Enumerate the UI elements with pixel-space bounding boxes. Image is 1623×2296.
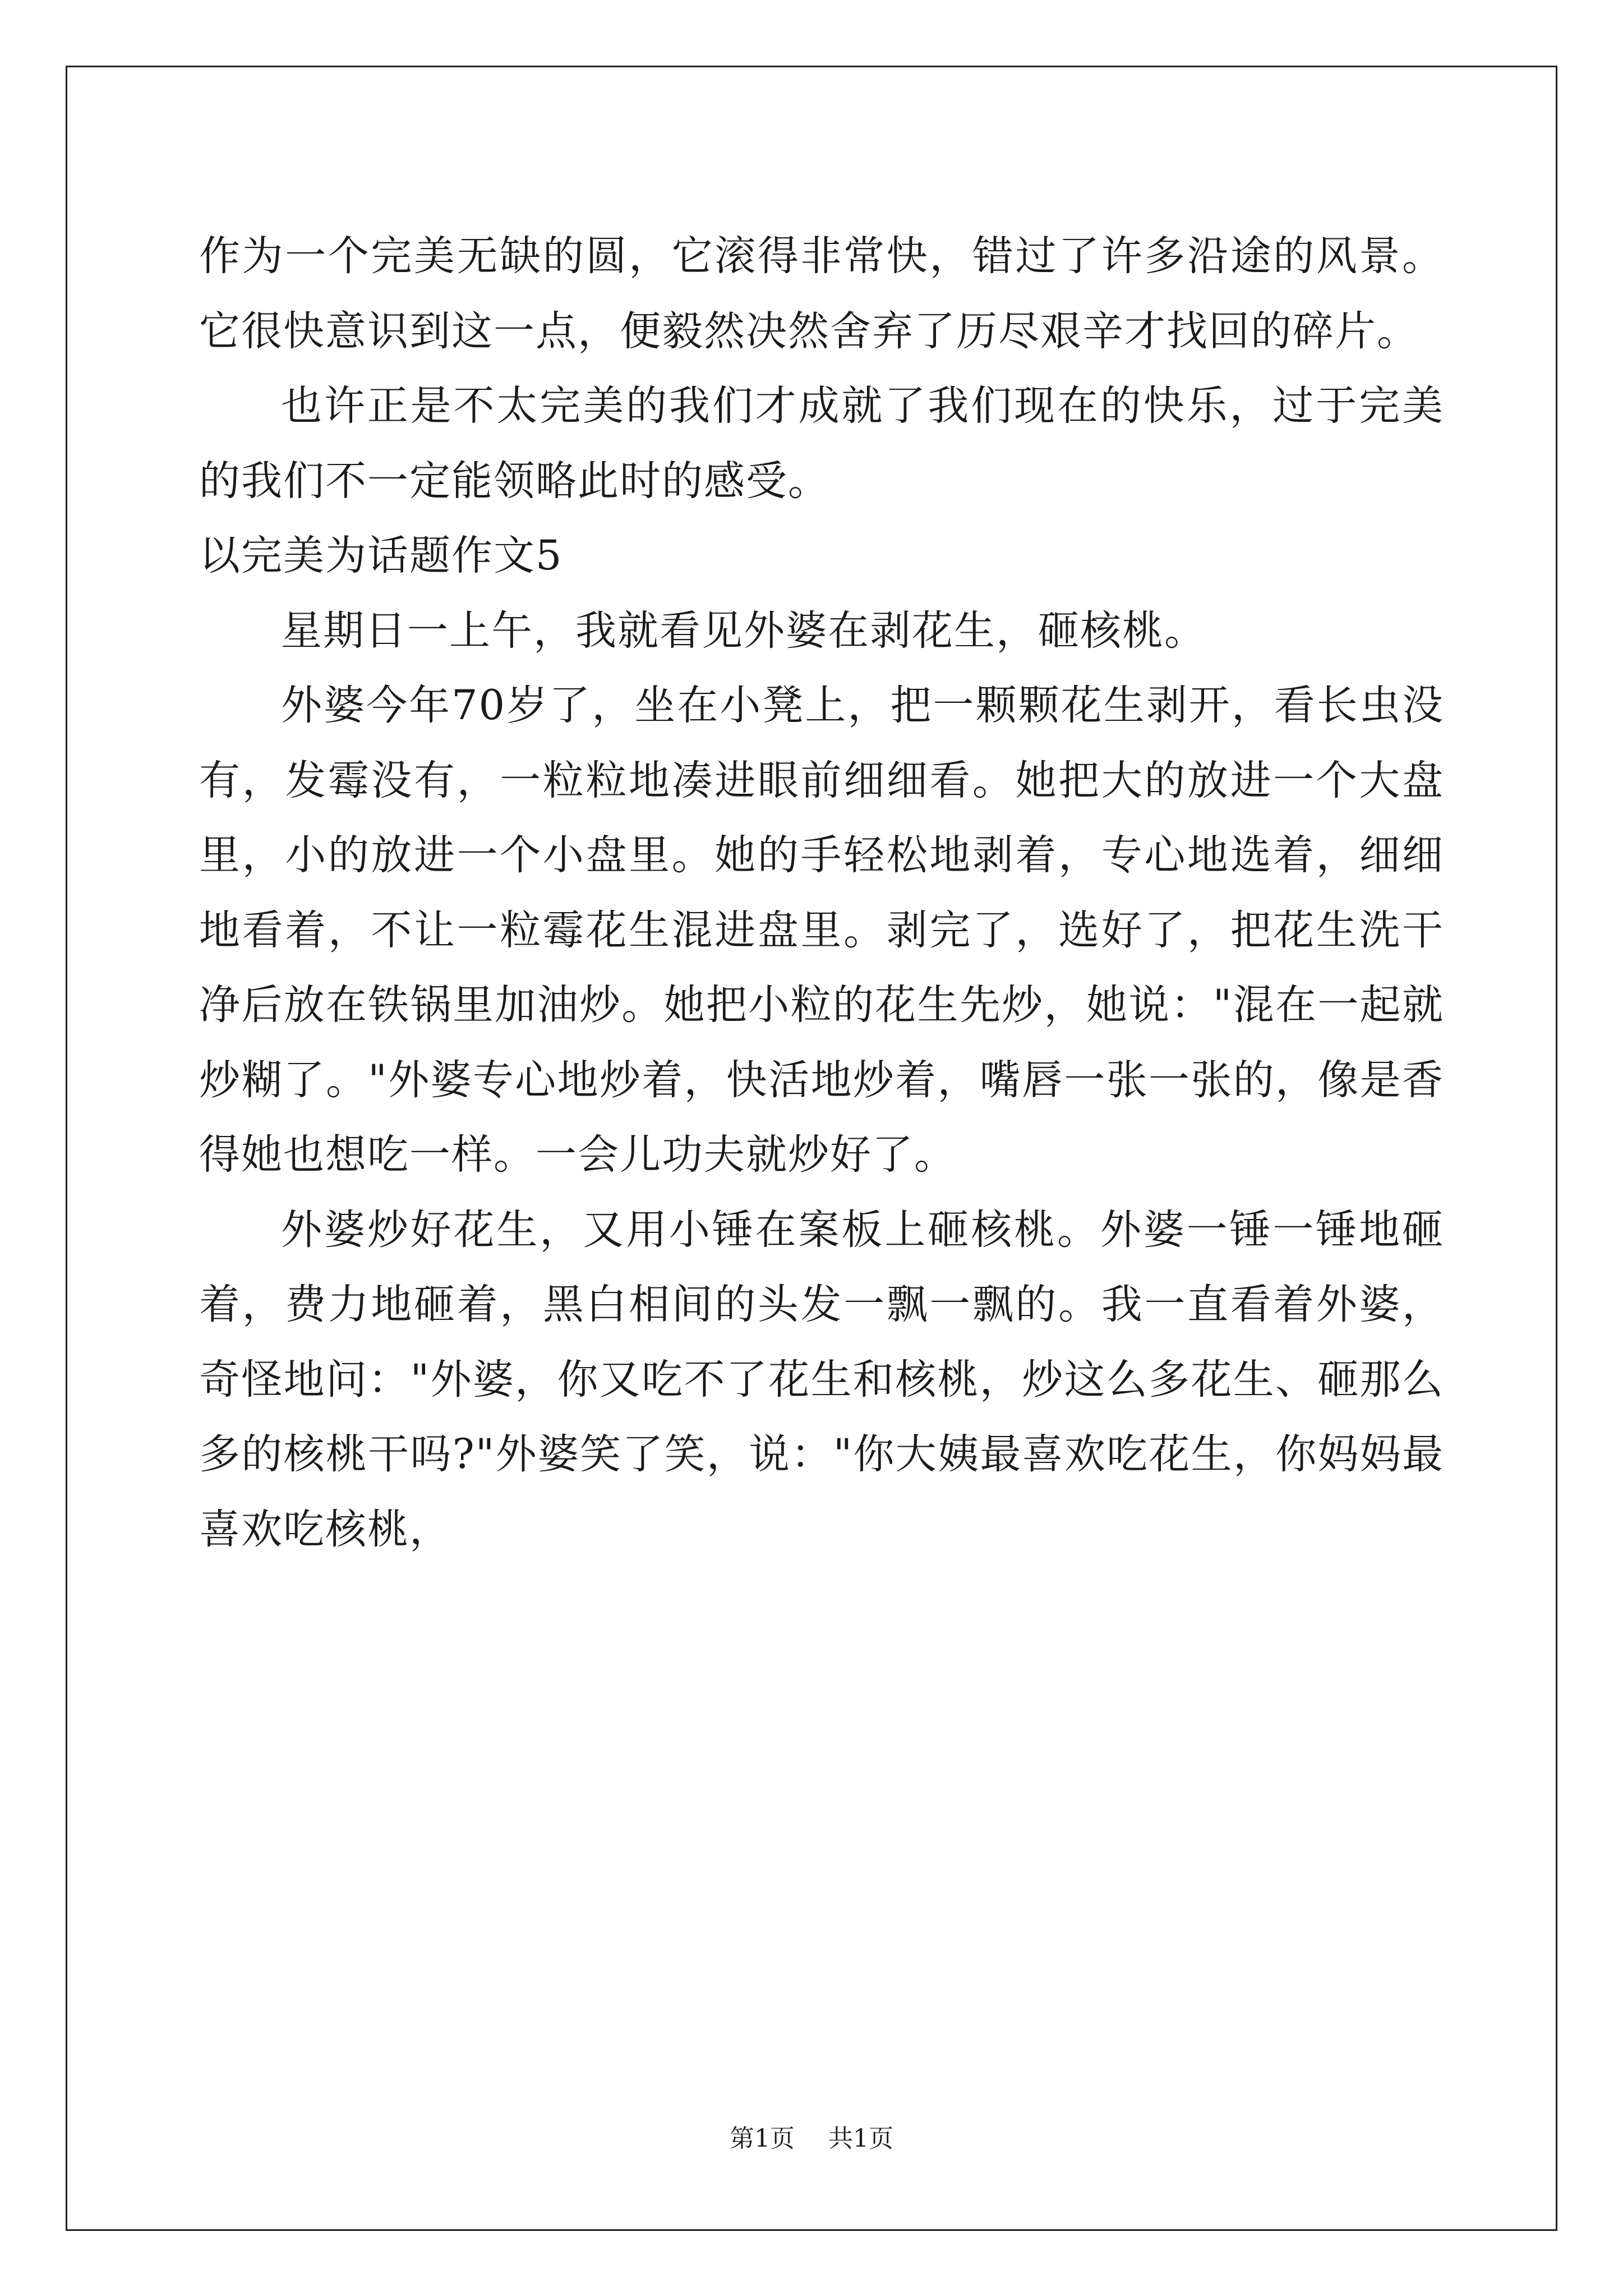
document-body [199,219,1444,1567]
page-footer [0,2122,1623,2156]
paragraph-2: 也许正是不太完美的我们才成就了我们现在的快乐，过于完美的我们不一定能领略此时的感受。 [199,382,1444,505]
section-heading: 以完美为话题作文5 [199,532,563,579]
paragraph-5: 外婆炒好花生，又用小锤在案板上砸核桃。外婆一锤一锤地砸着，费力地砸着，黑白相间的头发一飘一飘的。我一直看着外婆，奇怪地问："外婆，你又吃不了花生和核桃，炒这么多花生、砸那么多的核桃干吗?"外婆笑了笑，说："你大姨最喜欢吃花生，你妈妈最喜欢吃核桃， [199,1205,1444,1553]
page-number: 第1页 [730,2124,795,2153]
paragraph-1: 作为一个完美无缺的圆，它滚得非常快，错过了许多沿途的风景。它很快意识到这一点，便毅然决然舍弃了历尽艰辛才找回的碎片。 [199,232,1444,355]
page-total: 共1页 [828,2124,893,2153]
paragraph-4: 外婆今年70岁了，坐在小凳上，把一颗颗花生剥开，看长虫没有，发霉没有，一粒粒地凑进眼前细细看。她把大的放进一个大盘里，小的放进一个小盘里。她的手轻松地剥着，专心地选着，细细地看着，不让一粒霉花生混进盘里。剥完了，选好了，把花生洗干净后放在铁锅里加油炒。她把小粒的花生先炒，她说："混在一起就炒糊了。"外婆专心地炒着，快活地炒着，嘴唇一张一张的，像是香得她也想吃一样。一会儿功夫就炒好了。 [199,682,1444,1179]
paragraph-3: 星期日一上午，我就看见外婆在剥花生，砸核桃。 [281,606,1206,655]
